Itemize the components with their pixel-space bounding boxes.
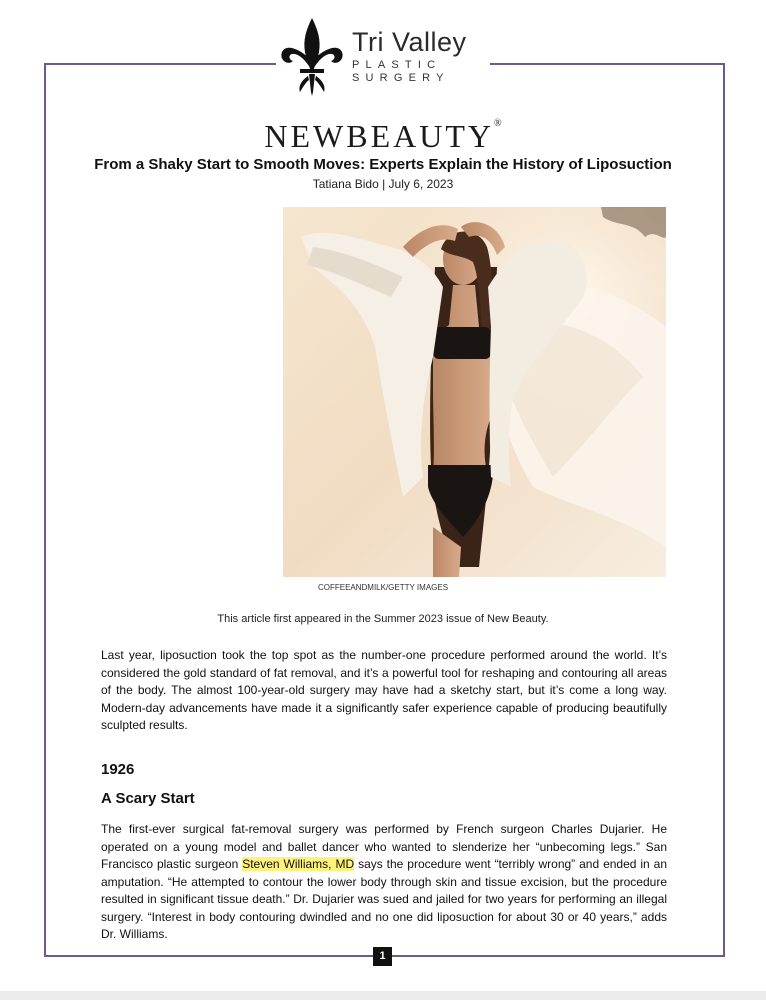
body-text-1: The first-ever surgical fat-removal surgery was performed by French surgeon Charles Dujarier. He operated on a young model and ballet dancer who wanted to slenderize her “unbecoming legs.” San Francisco plastic surgeon [101, 822, 667, 871]
section-heading: A Scary Start [101, 790, 195, 807]
bottom-scroll-edge [0, 991, 766, 1000]
article-photo [283, 207, 666, 577]
body-paragraph [101, 821, 667, 944]
brand-subtitle-2: SURGERY [352, 71, 450, 84]
body-text-2: says the procedure went “terribly wrong” and ended in an amputation. “He attempted to contour the lower body through skin and tissue excision, but the procedure resulted in significant tissue death.” Dr. Dujarier was sued and jailed for two years for performing an illegal surgery. “Interest in body contouring dwindled and no one did liposuction for about 30 or 40 years,” adds Dr. Williams. [101, 857, 668, 941]
article-byline: Tatiana Bido | July 6, 2023 [312, 177, 454, 191]
year-heading: 1926 [101, 761, 135, 778]
publication-masthead [0, 118, 766, 155]
intro-paragraph: Last year, liposuction took the top spot as the number-one procedure performed around the world. It’s considered the gold standard of fat removal, and it’s a powerful tool for reshaping and contouring all areas of the body. The almost 100-year-old surgery may have had a sketchy start, but it’s come a long way. Modern-day advancements have made it a significantly safer experience capable of producing beautifully sculpted results. [101, 648, 667, 732]
trademark-symbol: ® [494, 118, 502, 129]
publication-note: This article first appeared in the Summer 2023 issue of New Beauty. [217, 613, 549, 625]
brand-name: Tri Valley [352, 26, 467, 57]
article-headline: From a Shaky Start to Smooth Moves: Experts Explain the History of Liposuction [94, 156, 672, 173]
highlighted-surgeon-name: Steven Williams, MD [242, 857, 355, 871]
tri-valley-logo[interactable] [276, 14, 490, 98]
page-number: 1 [373, 947, 392, 966]
fleur-de-lis-icon [276, 14, 348, 98]
photo-credit: COFFEEANDMILK/GETTY IMAGES [317, 583, 449, 592]
masthead-name: NEWBEAUTY [264, 118, 494, 154]
brand-subtitle-1: PLASTIC [352, 58, 442, 71]
